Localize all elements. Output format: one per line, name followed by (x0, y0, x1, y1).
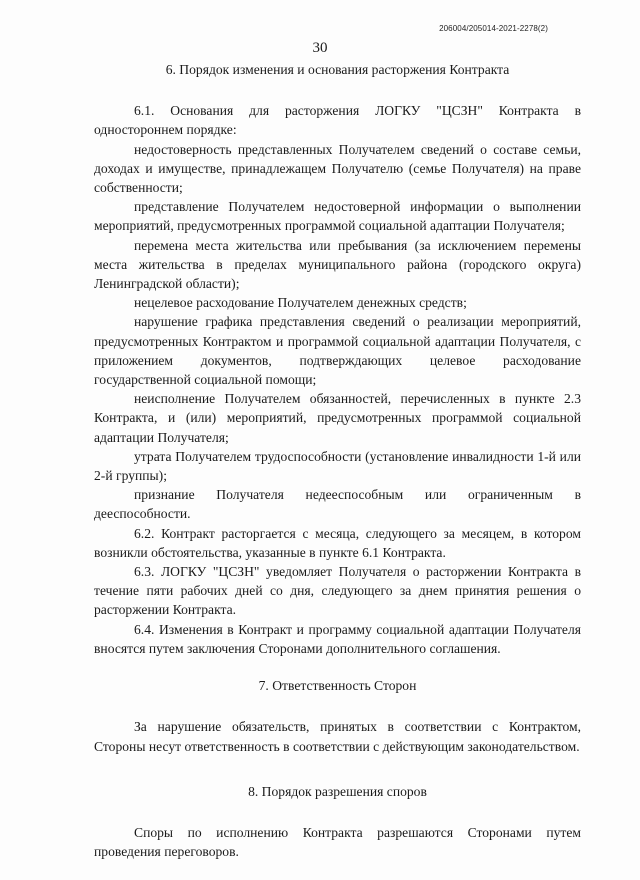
list-item-incapacity: признание Получателя недееспособным или ограниченным в дееспособности. (94, 487, 581, 522)
list-item-misuse-of-funds: нецелевое расходование Получателем денежных средств; (134, 295, 467, 311)
section-6-heading: 6. Порядок изменения и основания расторжения Контракта (165, 62, 510, 77)
list-item-schedule-violation: нарушение графика представления сведений о реализации мероприятий, предусмотренных Контрактом и программой социальной адаптации Получателя, с приложением документов, подтверждающих целевое расходование государственной социальной помощи; (94, 314, 581, 388)
section-7-heading: 7. Ответственность Сторон (258, 678, 417, 694)
document-registration-number: 206004/205014-2021-2278(2) (439, 24, 548, 33)
paragraph-6-2: 6.2. Контракт расторгается с месяца, следующего за месяцем, в котором возникли обстоятельства, указанные в пункте 6.1 Контракта. (94, 525, 581, 560)
paragraph-6-3: 6.3. ЛОГКУ "ЦСЗН" уведомляет Получателя о расторжении Контракта в течение пяти рабочих дней со дня, следующего за днем принятия решения о расторжении Контракта. (94, 564, 581, 618)
paragraph-7: За нарушение обязательств, принятых в соответствии с Контрактом, Стороны несут ответственность в соответствии с действующим законодательством. (94, 719, 581, 754)
list-item-disability: утрата Получателем трудоспособности (установление инвалидности 1-й или 2-й группы); (94, 448, 581, 484)
list-item-non-fulfilment: неисполнение Получателем обязанностей, перечисленных в пункте 2.3 Контракта, и (или) мероприятий, предусмотренных программой социальной адаптации Получателя; (94, 391, 581, 445)
list-item-change-of-residence: перемена места жительства или пребывания (за исключением перемены места жительства в пределах муниципального района (городского округа) Ленинградской области); (94, 237, 581, 292)
section-8-heading: 8. Порядок разрешения споров (248, 783, 427, 799)
list-item-false-information: недостоверность представленных Получателем сведений о составе семьи, доходах и имуществе, принадлежащем Получателю (семье Получателя) на праве собственности; (94, 141, 581, 196)
page-number: 30 (312, 40, 328, 56)
list-item-false-report: представление Получателем недостоверной информации о выполнении мероприятий, предусмотренных программой социальной адаптации Получателя; (94, 199, 581, 234)
paragraph-6-4: 6.4. Изменения в Контракт и программу социальной адаптации Получателя вносятся путем заключения Сторонами дополнительного соглашения. (94, 621, 581, 656)
document-body (94, 60, 581, 861)
paragraph-8: Споры по исполнению Контракта разрешаются Сторонами путем проведения переговоров. (94, 824, 581, 860)
paragraph-6-1: 6.1. Основания для расторжения ЛОГКУ "ЦСЗН" Контракта в одностороннем порядке: (94, 103, 581, 138)
